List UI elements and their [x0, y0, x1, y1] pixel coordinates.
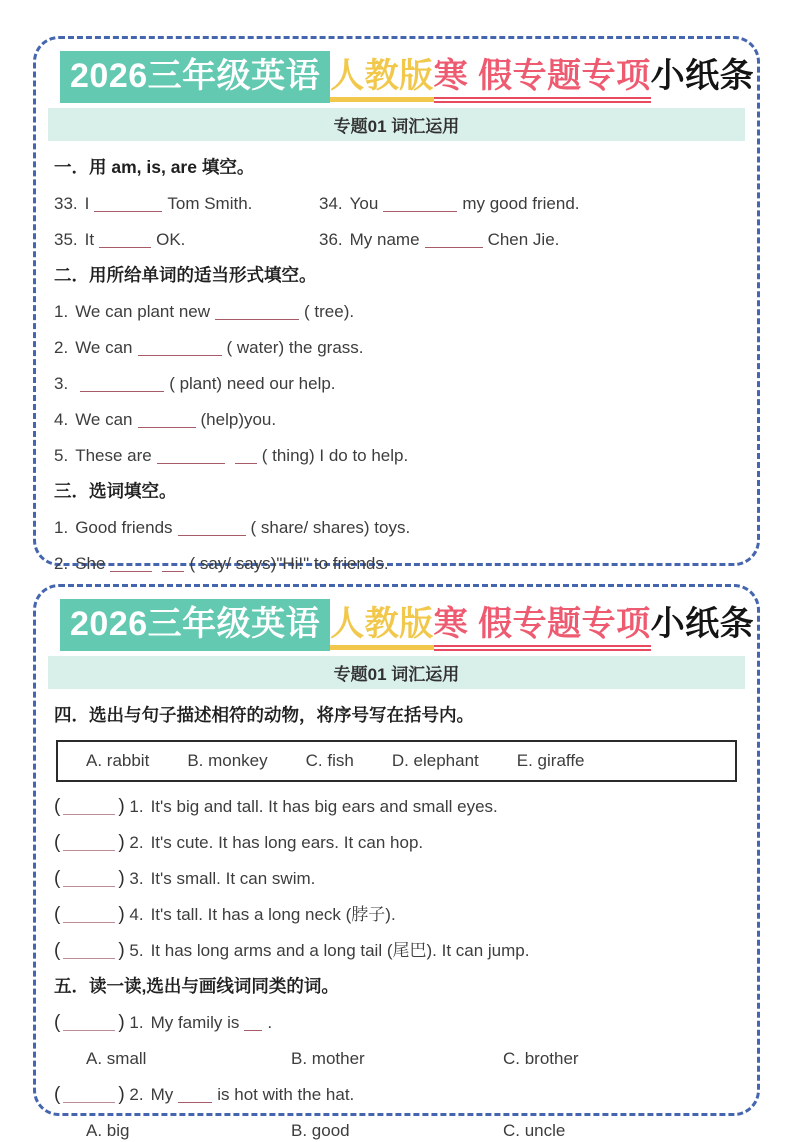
paren-close: )	[118, 1083, 125, 1105]
question-line	[54, 372, 739, 395]
question-line	[54, 867, 739, 890]
answer-blank	[63, 872, 115, 887]
question-text: She	[75, 553, 106, 573]
section2-heading: 二．用所给单词的适当形式填空。	[54, 264, 317, 285]
question-line	[54, 336, 739, 359]
question-text: my good friend.	[462, 193, 580, 213]
question-text: You	[349, 193, 379, 213]
question-text: We can	[75, 409, 133, 429]
word-bank-box	[56, 740, 737, 782]
option-item: E. giraffe	[516, 750, 585, 770]
question-text: .	[267, 1012, 273, 1032]
question-text: We can plant new	[75, 301, 211, 321]
answer-blank	[244, 1016, 262, 1031]
question-number: 1.	[129, 796, 144, 816]
question-text: ( thing) I do to help.	[261, 445, 409, 465]
answer-blank	[138, 413, 196, 428]
paren-open: (	[54, 939, 61, 961]
card1-content	[48, 141, 745, 575]
answer-blank	[110, 557, 152, 572]
question-number: 2.	[54, 553, 69, 573]
choice-item: B. mother	[291, 1048, 365, 1068]
question-number: 5.	[54, 445, 69, 465]
paren-close: )	[118, 831, 125, 853]
paren-close: )	[118, 1011, 125, 1033]
question-number: 1.	[54, 517, 69, 537]
answer-blank	[80, 377, 164, 392]
question-33	[54, 192, 319, 215]
worksheet-card-1	[33, 36, 760, 573]
question-text: ( tree).	[304, 301, 355, 321]
title-season: 寒 假专题专项	[434, 605, 651, 651]
answer-blank	[63, 1016, 115, 1031]
paren-open: (	[54, 903, 61, 925]
question-line	[54, 939, 739, 962]
question-text: It's big and tall. It has big ears and small eyes.	[150, 796, 498, 816]
answer-blank	[63, 836, 115, 851]
question-text: It's small. It can swim.	[150, 868, 316, 888]
question-35	[54, 228, 319, 251]
question-text: My name	[349, 229, 420, 249]
paren-blank	[54, 1012, 125, 1033]
answer-blank	[63, 944, 115, 959]
question-number: 4.	[54, 409, 69, 429]
choice-item: A. small	[86, 1048, 147, 1068]
question-line	[54, 552, 739, 575]
choice-row	[54, 1047, 739, 1070]
question-text: These are	[75, 445, 152, 465]
answer-blank	[162, 557, 184, 572]
question-text: My	[150, 1084, 174, 1104]
question-36	[319, 228, 559, 251]
question-line	[54, 831, 739, 854]
paren-blank	[54, 1084, 125, 1105]
choice-item: B. good	[291, 1120, 350, 1140]
paren-close: )	[118, 939, 125, 961]
paren-blank	[54, 796, 125, 817]
section3-heading: 三．选词填空。	[54, 480, 177, 501]
question-text: Chen Jie.	[487, 229, 560, 249]
question-line	[54, 300, 739, 323]
answer-blank	[138, 341, 222, 356]
answer-blank	[157, 449, 225, 464]
worksheet-title	[60, 55, 755, 98]
section5-heading: 五．读一读,选出与画线词同类的词。	[54, 975, 339, 996]
question-text: I	[84, 193, 90, 213]
question-number: 4.	[129, 904, 144, 924]
title-suffix: 小纸条	[650, 605, 755, 643]
subtitle-banner: 专题01 词汇运用	[48, 108, 745, 141]
question-text: My family is	[150, 1012, 240, 1032]
question-text: Good friends	[75, 517, 173, 537]
question-line	[54, 516, 739, 539]
question-line	[54, 444, 739, 467]
question-line	[54, 408, 739, 431]
option-item: C. fish	[305, 750, 354, 770]
answer-blank	[63, 800, 115, 815]
question-text: It's tall. It has a long neck (脖子).	[150, 904, 396, 924]
question-text: (help)you.	[200, 409, 277, 429]
question-row	[54, 228, 739, 251]
paren-close: )	[118, 867, 125, 889]
question-number: 2.	[129, 1084, 144, 1104]
section1-heading: 一．用 am, is, are 填空。	[54, 156, 255, 177]
question-text: ( say/ says)"Hi!" to friends.	[189, 553, 389, 573]
choice-item: C. uncle	[503, 1120, 566, 1140]
choice-item: A. big	[86, 1120, 130, 1140]
question-number: 1.	[129, 1012, 144, 1032]
question-text: ( water) the grass.	[226, 337, 364, 357]
title-season: 寒 假专题专项	[434, 57, 651, 103]
answer-blank	[235, 449, 257, 464]
option-item: A. rabbit	[86, 750, 150, 770]
title-suffix: 小纸条	[650, 57, 755, 95]
answer-blank	[99, 233, 151, 248]
paren-blank	[54, 832, 125, 853]
question-number: 36.	[319, 229, 343, 249]
section4-heading: 四．选出与句子描述相符的动物，将序号写在括号内。	[54, 704, 474, 725]
question-34	[319, 192, 580, 215]
answer-blank	[425, 233, 483, 248]
answer-blank	[94, 197, 162, 212]
title-grade-highlight: 2026三年级英语	[60, 51, 330, 103]
worksheet-title	[60, 603, 755, 646]
question-number: 5.	[129, 940, 144, 960]
question-number: 3.	[54, 373, 69, 393]
choice-item: C. brother	[503, 1048, 579, 1068]
paren-blank	[54, 868, 125, 889]
question-line	[54, 1011, 739, 1034]
question-number: 33.	[54, 193, 78, 213]
question-text: It's cute. It has long ears. It can hop.	[150, 832, 424, 852]
answer-blank	[178, 521, 246, 536]
paren-open: (	[54, 1083, 61, 1105]
title-edition: 人教版	[330, 605, 434, 650]
paren-close: )	[118, 795, 125, 817]
question-number: 35.	[54, 229, 78, 249]
question-text: OK.	[156, 229, 186, 249]
question-line	[54, 903, 739, 926]
answer-blank	[215, 305, 299, 320]
question-text: ( plant) need our help.	[169, 373, 336, 393]
question-line	[54, 1083, 739, 1106]
worksheet-card-2	[33, 584, 760, 1140]
paren-open: (	[54, 867, 61, 889]
answer-blank	[383, 197, 457, 212]
question-number: 1.	[54, 301, 69, 321]
paren-open: (	[54, 795, 61, 817]
question-line	[54, 795, 739, 818]
question-number: 2.	[54, 337, 69, 357]
paren-close: )	[118, 903, 125, 925]
question-number: 3.	[129, 868, 144, 888]
paren-open: (	[54, 1011, 61, 1033]
question-text: We can	[75, 337, 133, 357]
question-text: is hot with the hat.	[217, 1084, 355, 1104]
subtitle-banner: 专题01 词汇运用	[48, 656, 745, 689]
question-number: 34.	[319, 193, 343, 213]
answer-blank	[178, 1088, 212, 1103]
card2-content	[48, 689, 745, 1142]
question-number: 2.	[129, 832, 144, 852]
question-text: ( share/ shares) toys.	[250, 517, 411, 537]
question-row	[54, 192, 739, 215]
question-text: Tom Smith.	[167, 193, 253, 213]
paren-blank	[54, 904, 125, 925]
title-edition: 人教版	[330, 57, 434, 102]
paren-open: (	[54, 831, 61, 853]
paren-blank	[54, 940, 125, 961]
option-item: B. monkey	[187, 750, 268, 770]
answer-blank	[63, 908, 115, 923]
question-text: It	[84, 229, 95, 249]
answer-blank	[63, 1088, 115, 1103]
question-text: It has long arms and a long tail (尾巴). It can jump.	[150, 940, 530, 960]
title-grade-highlight: 2026三年级英语	[60, 599, 330, 651]
option-item: D. elephant	[391, 750, 479, 770]
